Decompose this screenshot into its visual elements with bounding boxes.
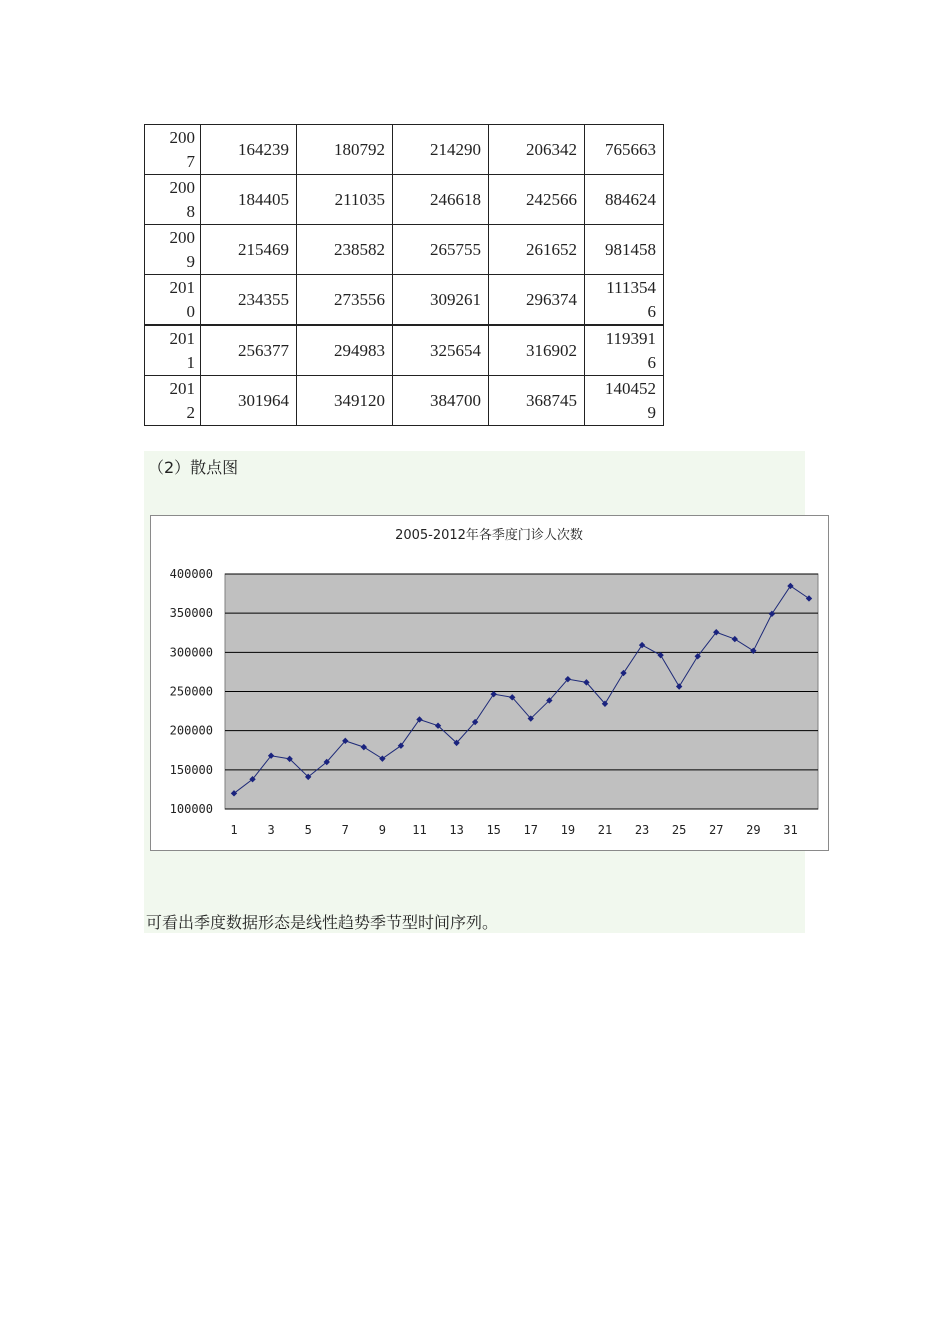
quarter-cell-q2: 238582 xyxy=(297,225,393,275)
table-row xyxy=(145,125,664,175)
chart-container xyxy=(150,515,829,851)
x-tick-label: 1 xyxy=(230,823,238,837)
x-tick-label: 15 xyxy=(486,823,501,837)
total-cell xyxy=(585,325,664,376)
quarter-cell-q2: 294983 xyxy=(297,325,393,376)
total-cell-line1: 140452 xyxy=(605,378,656,398)
year-cell xyxy=(145,225,201,275)
x-axis-ticks xyxy=(230,823,797,837)
quarter-cell-q1: 164239 xyxy=(201,125,297,175)
total-cell-line2: 9 xyxy=(647,402,656,422)
line-chart xyxy=(151,516,828,850)
quarter-cell-q1: 301964 xyxy=(201,376,297,426)
year-cell xyxy=(145,376,201,426)
x-tick-label: 11 xyxy=(412,823,427,837)
total-cell xyxy=(585,376,664,426)
year-cell-line2: 7 xyxy=(186,151,195,171)
x-tick-label: 27 xyxy=(709,823,724,837)
total-cell xyxy=(585,275,664,326)
year-cell-line2: 9 xyxy=(186,251,195,271)
total-cell-line1: 765663 xyxy=(605,139,656,159)
y-tick-label: 400000 xyxy=(169,567,213,581)
y-tick-label: 250000 xyxy=(169,684,213,699)
total-cell xyxy=(585,175,664,225)
table-row xyxy=(145,376,664,426)
table-row xyxy=(145,175,664,225)
year-cell-line2: 8 xyxy=(186,201,195,221)
x-tick-label: 17 xyxy=(523,823,539,837)
year-cell-line1: 200 xyxy=(169,227,195,247)
quarter-cell-q3: 309261 xyxy=(393,275,489,326)
year-cell xyxy=(145,275,201,326)
table-row xyxy=(145,275,664,326)
y-axis-ticks xyxy=(170,567,213,816)
chart-title: 2005-2012年各季度门诊人次数 xyxy=(395,528,583,543)
x-tick-label: 19 xyxy=(560,823,576,837)
y-tick-label: 100000 xyxy=(169,802,213,816)
quarter-cell-q4: 316902 xyxy=(489,325,585,376)
year-cell-line1: 201 xyxy=(169,378,195,398)
x-tick-label: 23 xyxy=(634,823,650,837)
y-tick-label: 350000 xyxy=(169,606,213,621)
quarter-cell-q4: 296374 xyxy=(489,275,585,326)
year-cell xyxy=(145,175,201,225)
x-tick-label: 3 xyxy=(267,823,275,837)
quarter-cell-q1: 215469 xyxy=(201,225,297,275)
x-tick-label: 29 xyxy=(746,823,761,837)
year-cell-line2: 2 xyxy=(186,402,195,422)
quarter-cell-q4: 206342 xyxy=(489,125,585,175)
year-cell-line2: 1 xyxy=(186,352,195,372)
quarter-cell-q2: 273556 xyxy=(297,275,393,326)
x-tick-label: 7 xyxy=(341,823,349,837)
quarter-cell-q3: 246618 xyxy=(393,175,489,225)
year-cell-line1: 200 xyxy=(169,177,195,197)
conclusion-text: 可看出季度数据形态是线性趋势季节型时间序列。 xyxy=(146,913,499,932)
quarter-cell-q1: 234355 xyxy=(201,275,297,326)
quarterly-data-table xyxy=(144,124,664,426)
quarter-cell-q3: 265755 xyxy=(393,225,489,275)
section-heading: （2）散点图 xyxy=(148,458,239,477)
x-tick-label: 5 xyxy=(304,823,312,837)
quarter-cell-q3: 325654 xyxy=(393,325,489,376)
quarter-cell-q2: 180792 xyxy=(297,125,393,175)
x-tick-label: 31 xyxy=(783,823,798,837)
total-cell-line1: 111354 xyxy=(606,277,656,297)
total-cell-line1: 981458 xyxy=(605,239,656,259)
quarter-cell-q1: 184405 xyxy=(201,175,297,225)
quarter-cell-q4: 368745 xyxy=(489,376,585,426)
total-cell-line1: 119391 xyxy=(605,328,656,348)
table-row xyxy=(145,325,664,376)
quarter-cell-q4: 261652 xyxy=(489,225,585,275)
total-cell xyxy=(585,125,664,175)
table-row xyxy=(145,225,664,275)
x-tick-label: 25 xyxy=(671,823,687,837)
year-cell-line1: 201 xyxy=(169,328,195,348)
year-cell-line1: 201 xyxy=(169,277,195,297)
quarter-cell-q4: 242566 xyxy=(489,175,585,225)
x-tick-label: 13 xyxy=(449,823,464,837)
quarter-cell-q3: 214290 xyxy=(393,125,489,175)
quarter-cell-q2: 211035 xyxy=(297,175,393,225)
x-tick-label: 9 xyxy=(378,823,387,837)
year-cell-line1: 200 xyxy=(169,127,195,147)
total-cell-line2: 6 xyxy=(647,301,656,321)
x-tick-label: 21 xyxy=(597,823,613,837)
year-cell xyxy=(145,325,201,376)
year-cell-line2: 0 xyxy=(186,301,195,321)
y-tick-label: 300000 xyxy=(169,645,213,660)
y-tick-label: 150000 xyxy=(169,762,213,777)
quarter-cell-q2: 349120 xyxy=(297,376,393,426)
total-cell-line1: 884624 xyxy=(605,189,656,209)
y-tick-label: 200000 xyxy=(169,723,213,738)
quarter-cell-q1: 256377 xyxy=(201,325,297,376)
quarter-cell-q3: 384700 xyxy=(393,376,489,426)
year-cell xyxy=(145,125,201,175)
total-cell xyxy=(585,225,664,275)
total-cell-line2: 6 xyxy=(647,352,656,372)
